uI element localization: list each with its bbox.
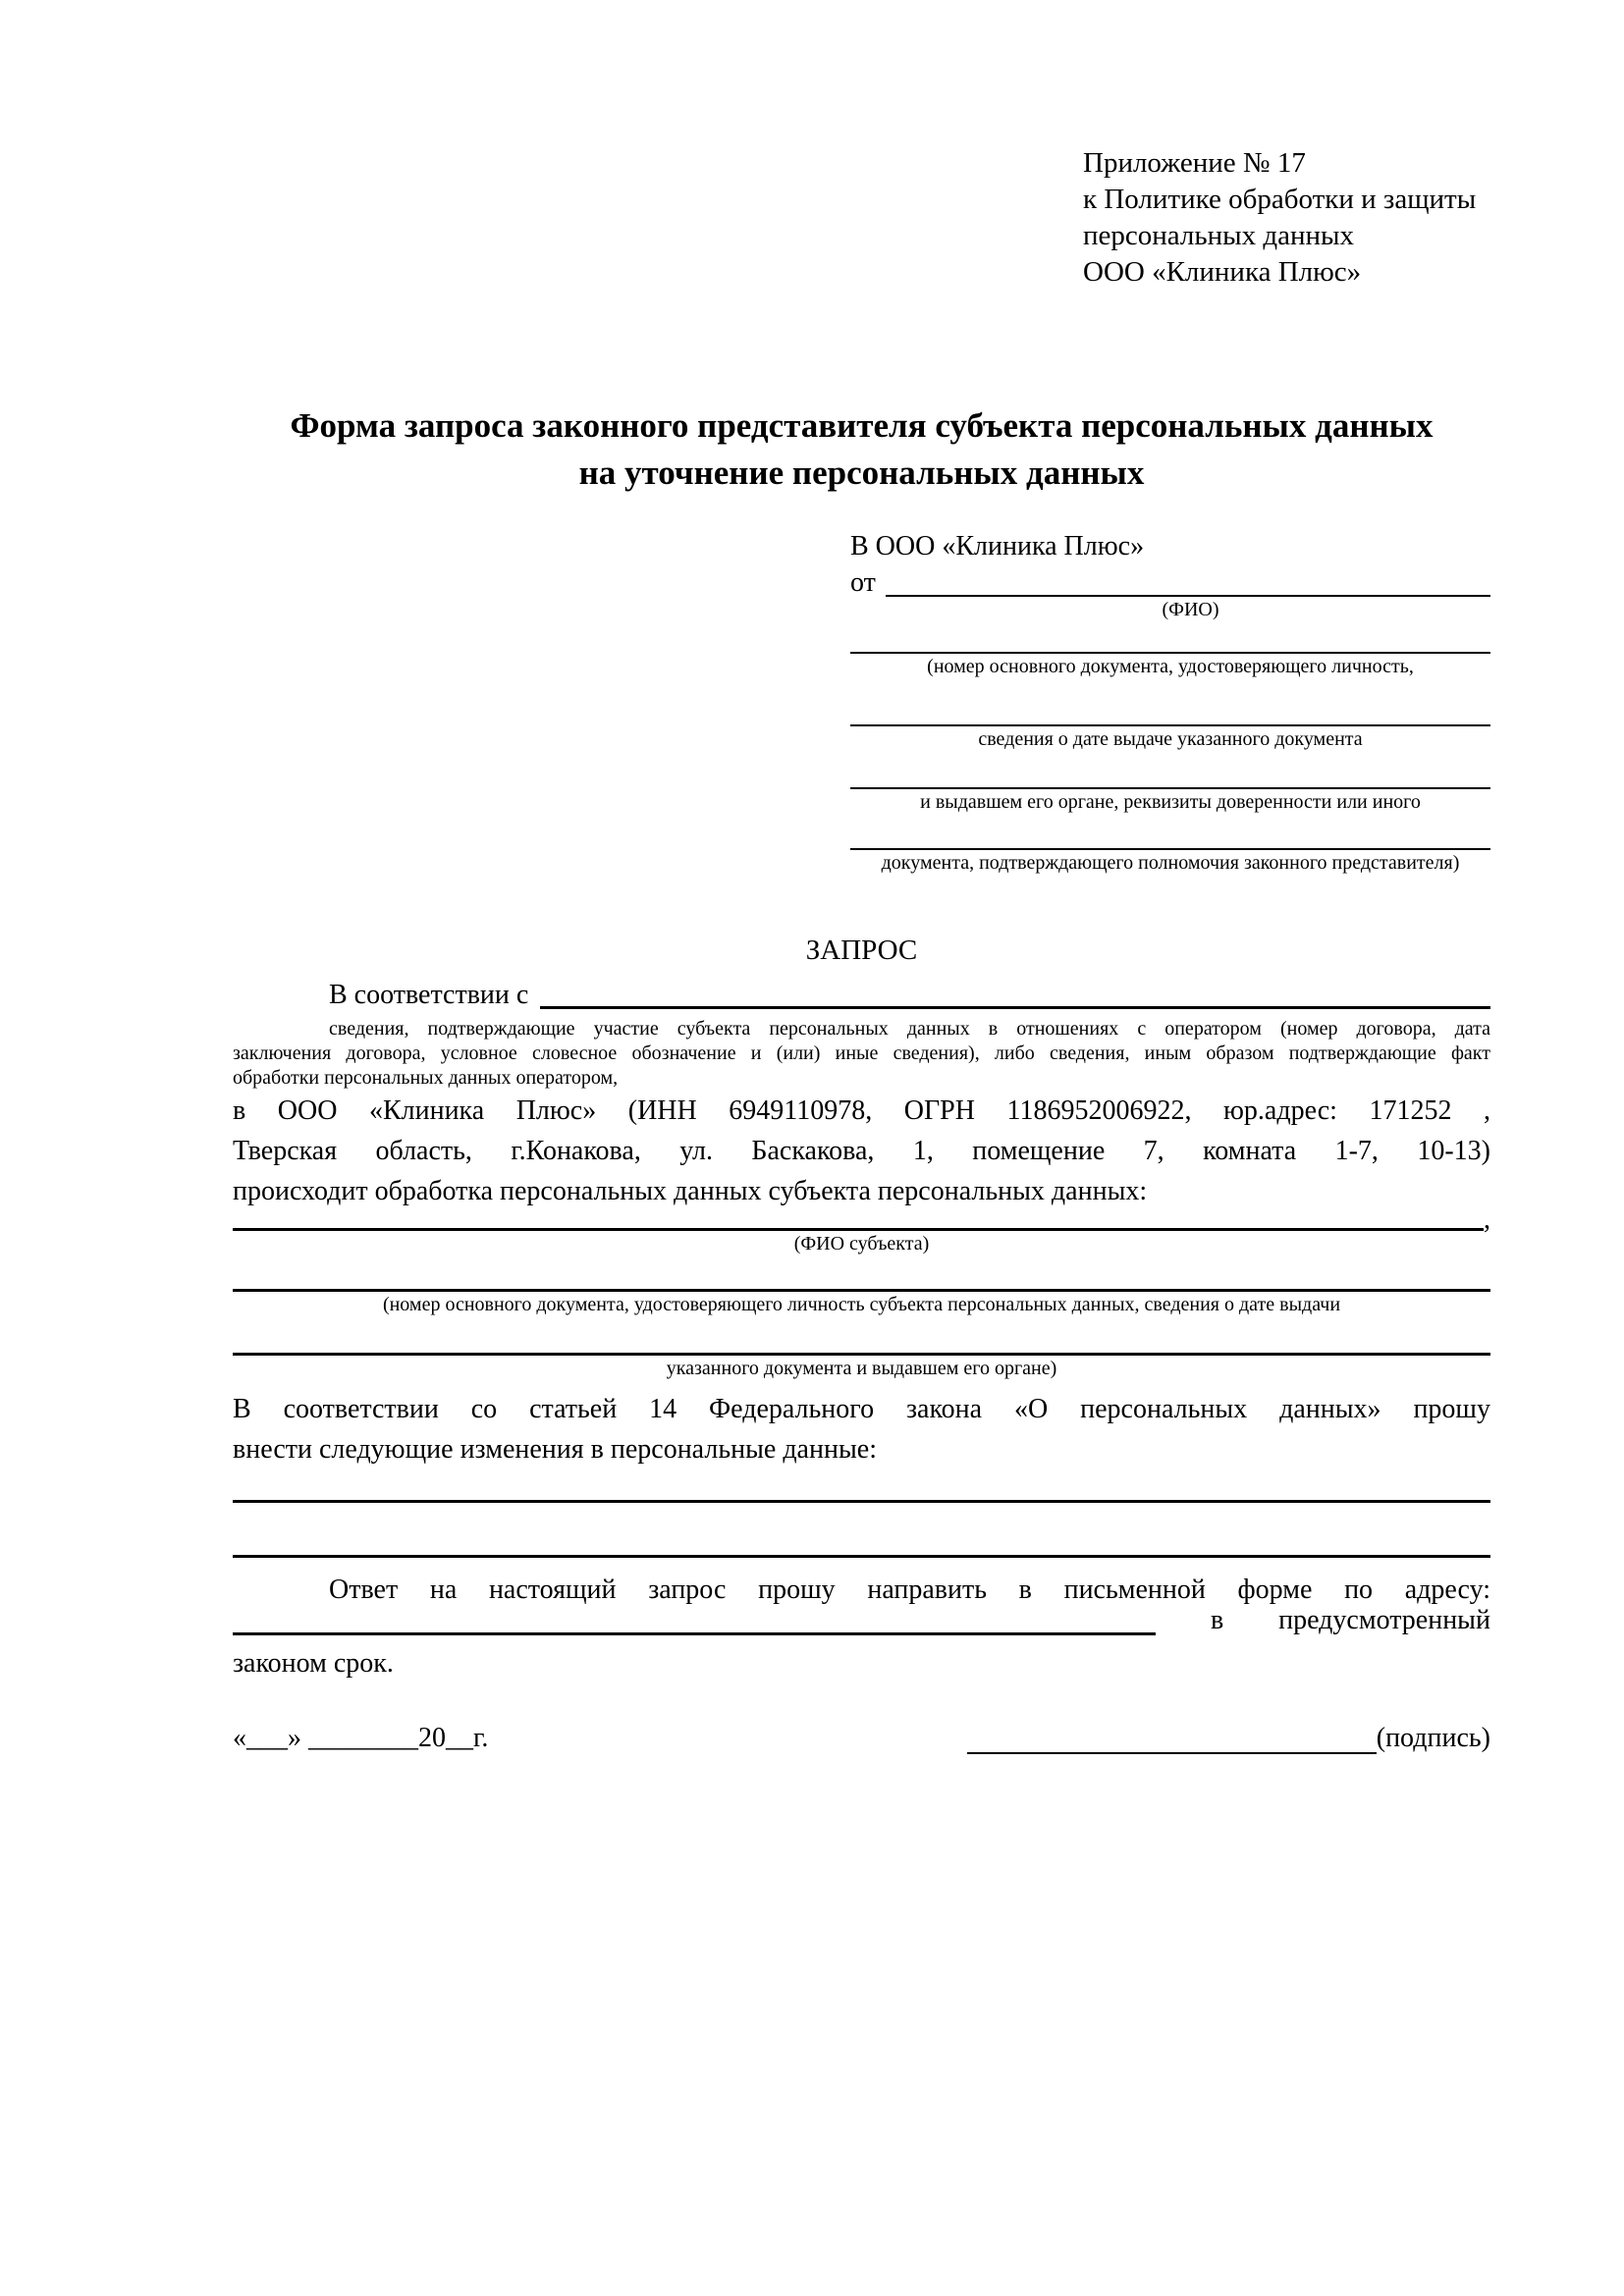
subject-fio-row <box>233 1204 1490 1235</box>
appendix-line: персональных данных <box>1083 220 1355 251</box>
basis-blank-line <box>540 982 1490 1009</box>
appendix-line: к Политике обработки и защиты <box>1083 184 1477 215</box>
appendix-line: Приложение № 17 <box>1083 147 1306 179</box>
doc-number-blank-line <box>850 622 1490 654</box>
from-label: от <box>850 567 876 598</box>
law-paragraph-line: В соответствии со статьей 14 Федерального закона «О персональных данных» прошу <box>233 1394 1490 1424</box>
reply-paragraph-line1: Ответ на настоящий запрос прошу направить в письменной форме по адресу: <box>329 1575 1490 1605</box>
caption-fio: (ФИО) <box>1162 599 1219 620</box>
signature-caption: (подпись) <box>1376 1723 1490 1753</box>
signature-blank-line <box>967 1727 1377 1754</box>
reply-paragraph-line3: законом срок. <box>233 1648 394 1679</box>
caption-subject-doc: (номер основного документа, удостоверяющего личность субъекта персональных данных, сведения о дате выдачи <box>382 1294 1341 1315</box>
subject-fio-blank-line <box>233 1211 1484 1231</box>
signature-group <box>967 1723 1490 1754</box>
basis-row <box>233 978 1490 1009</box>
reply-address-row <box>233 1605 1490 1635</box>
operator-paragraph-line: Тверская область, г.Конакова, ул. Баскакова, 1, помещение 7, комната 1-7, 10-13) <box>233 1136 1490 1166</box>
subject-doc-blank-line <box>233 1256 1490 1292</box>
basis-caption <box>233 1017 1490 1091</box>
addressee-to: В ООО «Клиника Плюс» <box>850 531 1145 561</box>
document-title-line: Форма запроса законного представителя субъекта персональных данных <box>290 406 1434 445</box>
operator-paragraph <box>233 1091 1490 1211</box>
caption-doc-number: (номер основного документа, удостоверяющего личность, <box>927 656 1414 677</box>
request-heading: ЗАПРОС <box>805 934 918 966</box>
law-paragraph-line: внести следующие изменения в персональные данные: <box>233 1434 877 1465</box>
document-title <box>233 402 1490 497</box>
issuing-authority-blank-line <box>850 752 1490 789</box>
addressee-block <box>850 526 1490 876</box>
subject-fio-comma: , <box>1484 1204 1490 1235</box>
document-title-line: на уточнение персональных данных <box>578 454 1145 492</box>
date-field: «___» ________20__г. <box>233 1723 489 1753</box>
authority-doc-blank-line <box>850 815 1490 850</box>
caption-issuing-authority: и выдавшем его органе, реквизиты доверенности или иного <box>920 791 1421 813</box>
changes-blank-line-1 <box>233 1477 1490 1503</box>
date-signature-row <box>233 1723 1490 1754</box>
changes-blank-line-2 <box>233 1503 1490 1558</box>
reply-word-v: в <box>1210 1605 1224 1635</box>
basis-caption-line: заключения договора, условное словесное обозначение и (или) иные сведения), либо сведения, иным образом подтверждающие факт <box>233 1042 1490 1064</box>
caption-subject-doc2: указанного документа и выдавшем его органе) <box>666 1358 1057 1379</box>
issue-date-blank-line <box>850 679 1490 726</box>
address-blank-line <box>233 1610 1156 1635</box>
addressee-from-row <box>850 567 1490 597</box>
caption-subject-fio: (ФИО субъекта) <box>793 1233 930 1255</box>
basis-caption-line: обработки персональных данных оператором, <box>233 1067 619 1089</box>
operator-paragraph-line: в ООО «Клиника Плюс» (ИНН 6949110978, ОГРН 1186952006922, юр.адрес: 171252 , <box>233 1095 1490 1126</box>
operator-paragraph-line: происходит обработка персональных данных субъекта персональных данных: <box>233 1176 1148 1206</box>
subject-doc2-blank-line <box>233 1317 1490 1356</box>
reply-word-predusmotrennyj: предусмотренный <box>1278 1605 1490 1635</box>
basis-label: В соответствии с <box>329 980 529 1010</box>
appendix-header <box>1083 145 1490 291</box>
basis-caption-line: сведения, подтверждающие участие субъекта персональных данных в отношениях с оператором (номер договора, дата <box>329 1018 1490 1040</box>
caption-authority-doc: документа, подтверждающего полномочия законного представителя) <box>881 852 1460 874</box>
fio-blank-line <box>886 569 1490 597</box>
appendix-line: ООО «Клиника Плюс» <box>1083 256 1362 288</box>
caption-issue-date: сведения о дате выдаче указанного документа <box>978 728 1363 750</box>
law-paragraph <box>233 1389 1490 1469</box>
